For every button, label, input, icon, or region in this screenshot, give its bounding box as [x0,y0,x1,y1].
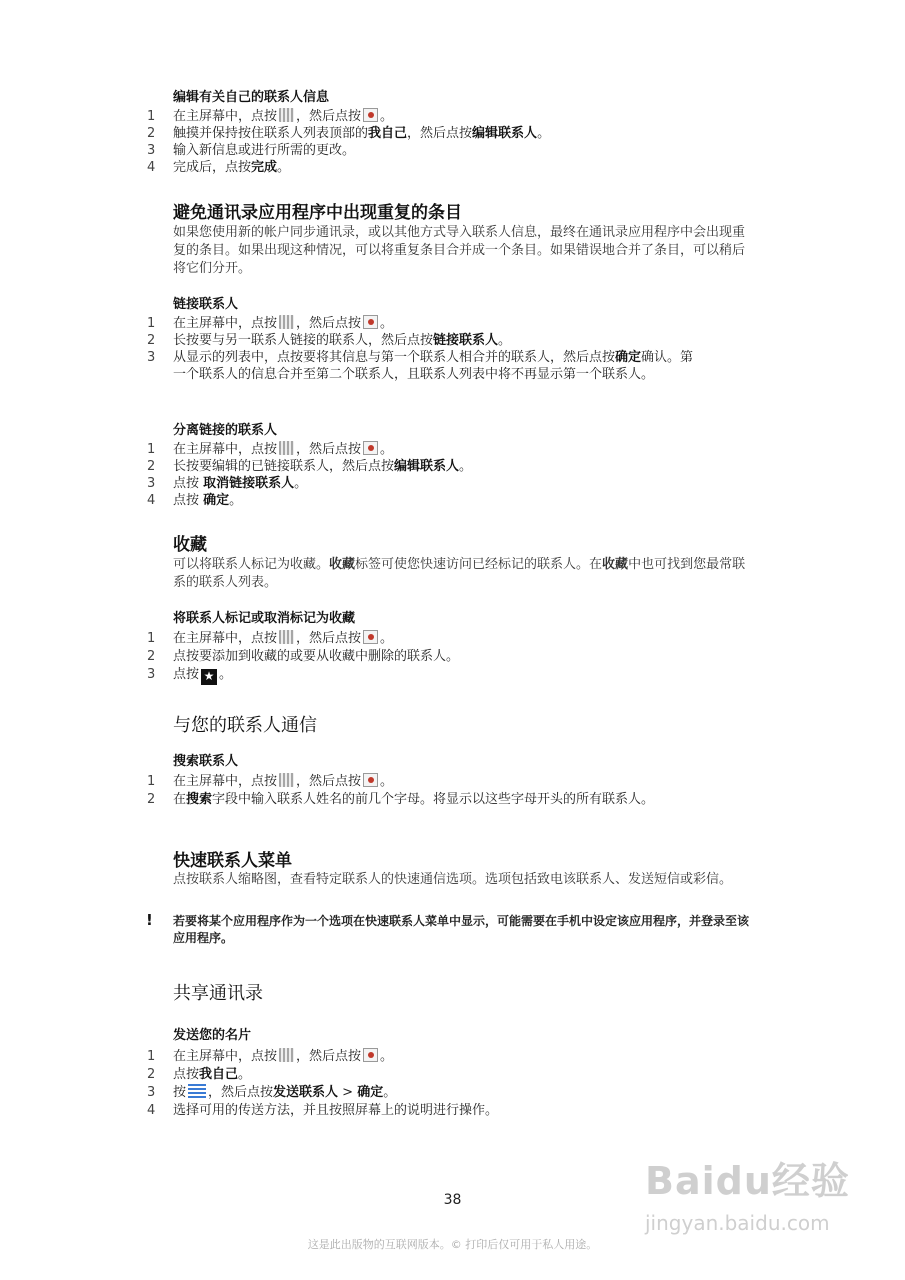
heading-share-contacts: 共享通讯录 [173,983,263,1004]
heading-avoid-duplicates: 避免通讯录应用程序中出现重复的条目 [173,203,462,223]
watermark-url: jingyan.baidu.com [645,1211,830,1235]
star-icon[interactable]: ★ [201,669,217,685]
manual-page: 编辑有关自己的联系人信息 1 在主屏幕中，点按 ，然后点按 。 2 触摸并保持按住联系人列表顶部的我自己，然后点按编辑联系人。 3 输入新信息或进行所需的更改。 4 完成后，点按完成。 避免通讯录应用程序中出现重复的条目 如果您使用新的帐户同步通讯录，或以其他方式导入联系人信息，最终在通讯录应用程序中会出现重复的条目。如果出现这种情况，可以将重复条目合并成一个条目。如果错误地合并了条目，可以稍后将它们分开。 链接联系人 1 在主屏幕中，点按 ，然后点按 。 2 长按要与另一联系人链接的联系人，然后点按链接联系人。 3 从显示的列表中，点按要将其信息与第一个联系人相合并的联系人，然后点按确定确认。第一个联系人的信息合并至第二个联系人，且联系人列表中将不再显示第一个联系人。 分离链接的联系人 1 在主屏幕中，点按 ，然后点按 。 2 长按要编辑的已链接联系人，然后点按编辑联系人。 3 点按 取消链接联系人。 4 点按 确定。 收藏 可以将联系人标记为收藏。收藏标签可使您快速访问已经标记的联系人。在收藏中也可找到您最常联系的联系人列表。 将联系人标记或取消标记为收藏 1 在主屏幕中，点按 ，然后点按 。 2 点按要添加到收藏的或要从收藏中删除的联系人。 3 点按 ★ 。 与您的联系人通信 搜索联系人 1 在主屏幕中，点按 ，然后点按 。 2 在搜索字段中输入联系人姓名的前几个字母。将显示以这些字母开头的所有联系人。 快速联系人菜单 点按联系人缩略图，查看特定联系人的快速通信选项。选项包括致电该联系人、发送短信或彩信。 ! 若要将某个应用程序作为一个选项在快速联系人菜单中显示，可能需要在手机中设定该应用程序，并登录至该应用程序。 共享通讯录 发送您的名片 1 在主屏幕中，点按 ，然后点按 。 2 点按我自己。 3 按 ，然后点按发送联系人 > 确定。 4 选择可用的传送方法，并且按照屏幕上的说明进行操作。 38 这是此出版物的互联网版本。© 打印后仅可用于私人用途。 Baidu经验 jingyan.baidu.com [0,0,905,1280]
apps-grid-icon[interactable] [279,1048,294,1062]
contacts-icon[interactable] [363,1048,378,1062]
paragraph-favorites: 可以将联系人标记为收藏。收藏标签可使您快速访问已经标记的联系人。在收藏中也可找到您最常联系的联系人列表。 [173,557,746,590]
baidu-watermark [645,1150,895,1260]
heading-edit-self: 编辑有关自己的联系人信息 [173,90,330,105]
warning-icon: ! [146,911,153,929]
heading-communicate: 与您的联系人通信 [173,715,317,736]
footer-note: 这是此出版物的互联网版本。© 打印后仅可用于私人用途。 [307,1238,598,1251]
apps-grid-icon[interactable] [279,441,294,455]
apps-grid-icon[interactable] [279,630,294,644]
contacts-icon[interactable] [363,315,378,329]
heading-unlink-contacts: 分离链接的联系人 [173,423,278,438]
watermark-logo: Baidu经验 [645,1159,850,1203]
apps-grid-icon[interactable] [279,315,294,329]
contacts-icon[interactable] [363,441,378,455]
heading-mark-favorite: 将联系人标记或取消标记为收藏 [173,611,356,626]
heading-search-contacts: 搜索联系人 [173,754,239,769]
heading-link-contacts: 链接联系人 [173,297,239,312]
note-text: 若要将某个应用程序作为一个选项在快速联系人菜单中显示，可能需要在手机中设定该应用程序，并登录至该应用程序。 [173,914,750,945]
heading-send-card: 发送您的名片 [173,1028,252,1043]
contacts-icon[interactable] [363,630,378,644]
apps-grid-icon[interactable] [279,108,294,122]
contacts-icon[interactable] [363,773,378,787]
heading-quick-contact: 快速联系人菜单 [173,851,292,871]
page-number: 38 [443,1192,462,1208]
paragraph-duplicates: 如果您使用新的帐户同步通讯录，或以其他方式导入联系人信息，最终在通讯录应用程序中会出现重复的条目。如果出现这种情况，可以将重复条目合并成一个条目。如果错误地合并了条目，可以稍后将它们分开。 [173,225,746,276]
menu-icon[interactable] [188,1084,206,1098]
heading-favorites: 收藏 [173,535,207,555]
paragraph-quick-contact: 点按联系人缩略图，查看特定联系人的快速通信选项。选项包括致电该联系人、发送短信或彩信。 [173,872,733,887]
contacts-icon[interactable] [363,108,378,122]
apps-grid-icon[interactable] [279,773,294,787]
